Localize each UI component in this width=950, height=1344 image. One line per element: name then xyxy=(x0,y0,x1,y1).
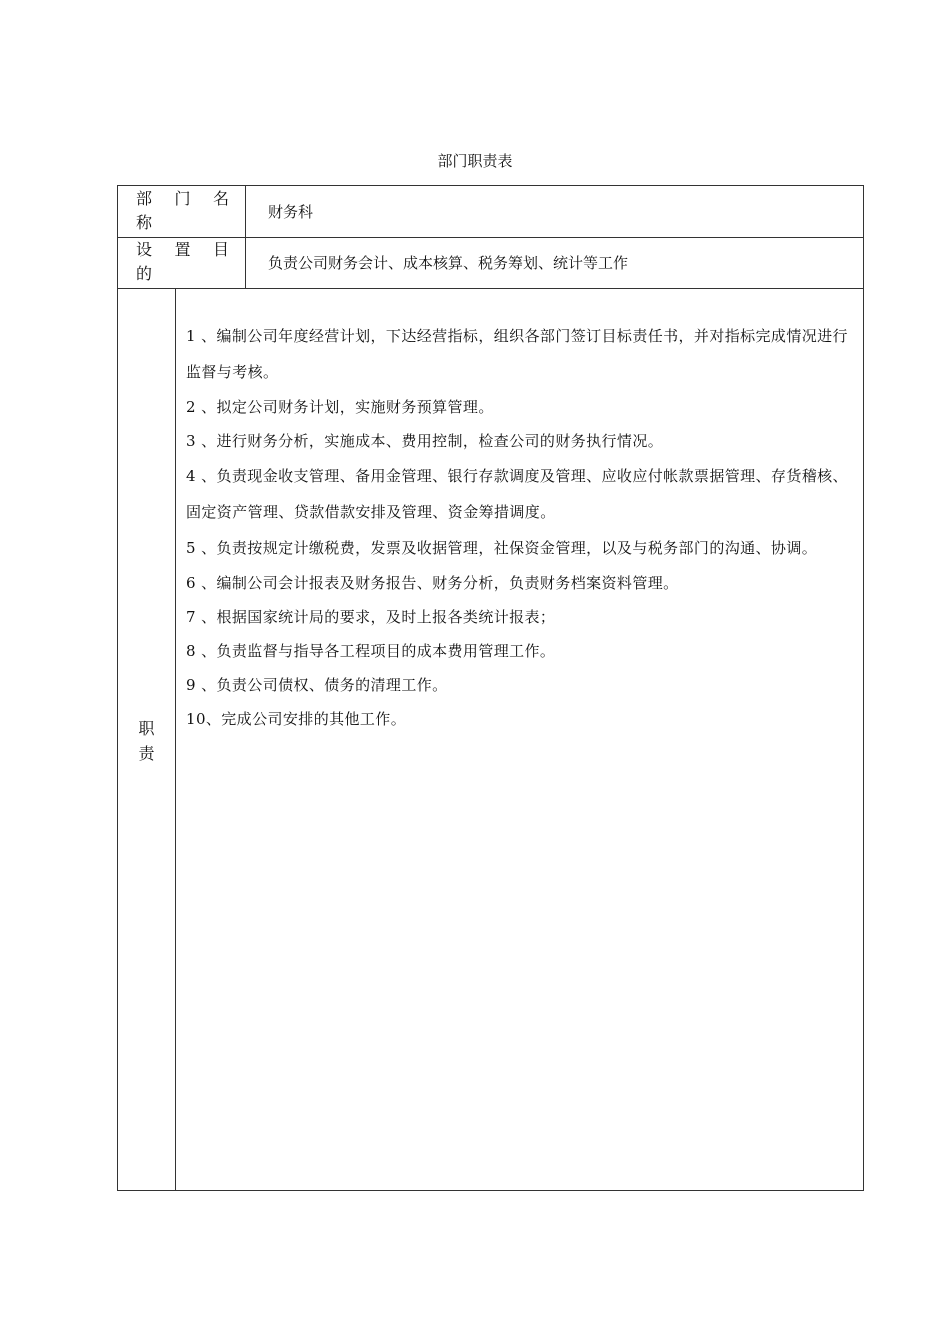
duty-item: 7 、根据国家统计局的要求，及时上报各类统计报表； xyxy=(186,608,556,626)
duty-item: 9 、负责公司债权、债务的清理工作。 xyxy=(186,676,448,694)
label-char: 目 xyxy=(212,240,229,259)
duty-item: 8 、负责监督与指导各工程项目的成本费用管理工作。 xyxy=(186,642,556,660)
purpose-label xyxy=(118,237,246,288)
duty-item: 2 、拟定公司财务计划，实施财务预算管理。 xyxy=(186,398,494,416)
duty-item: 6 、编制公司会计报表及财务报告、财务分析，负责财务档案资料管理。 xyxy=(186,574,679,592)
duty-item: 1 、编制公司年度经营计划，下达经营指标，组织各部门签订目标责任书，并对指标完成情况进行监督与考核。 xyxy=(186,327,848,381)
label-char: 置 xyxy=(174,240,191,259)
duties-list xyxy=(186,318,855,736)
label-char: 部 xyxy=(136,189,153,208)
dept-name-label xyxy=(118,186,246,237)
duty-item: 3 、进行财务分析，实施成本、费用控制，检查公司的财务执行情况。 xyxy=(186,432,664,450)
label-char: 设 xyxy=(136,240,153,259)
duty-item: 5 、负责按规定计缴税费，发票及收据管理，社保资金管理，以及与税务部门的沟通、协调。 xyxy=(186,539,818,557)
label-char: 称 xyxy=(136,213,153,232)
label-char: 名 xyxy=(212,189,229,208)
duty-item: 10、完成公司安排的其他工作。 xyxy=(186,710,407,728)
duties-label-char: 责 xyxy=(138,744,155,763)
purpose-value: 负责公司财务会计、成本核算、税务筹划、统计等工作 xyxy=(268,254,629,272)
duties-label-cell xyxy=(118,288,176,1190)
table-row-purpose xyxy=(118,237,863,289)
responsibility-table xyxy=(117,185,864,1191)
duties-label-char: 职 xyxy=(138,719,155,738)
duty-item: 4 、负责现金收支管理、备用金管理、银行存款调度及管理、应收应付帐款票据管理、存货稽核、固定资产管理、贷款借款安排及管理、资金筹措调度。 xyxy=(186,467,848,521)
table-row-dept-name xyxy=(118,186,863,238)
label-char: 的 xyxy=(136,264,153,283)
page-title: 部门职责表 xyxy=(437,152,513,170)
dept-name-value: 财务科 xyxy=(268,203,314,221)
label-char: 门 xyxy=(174,189,191,208)
duties-label xyxy=(118,716,175,766)
